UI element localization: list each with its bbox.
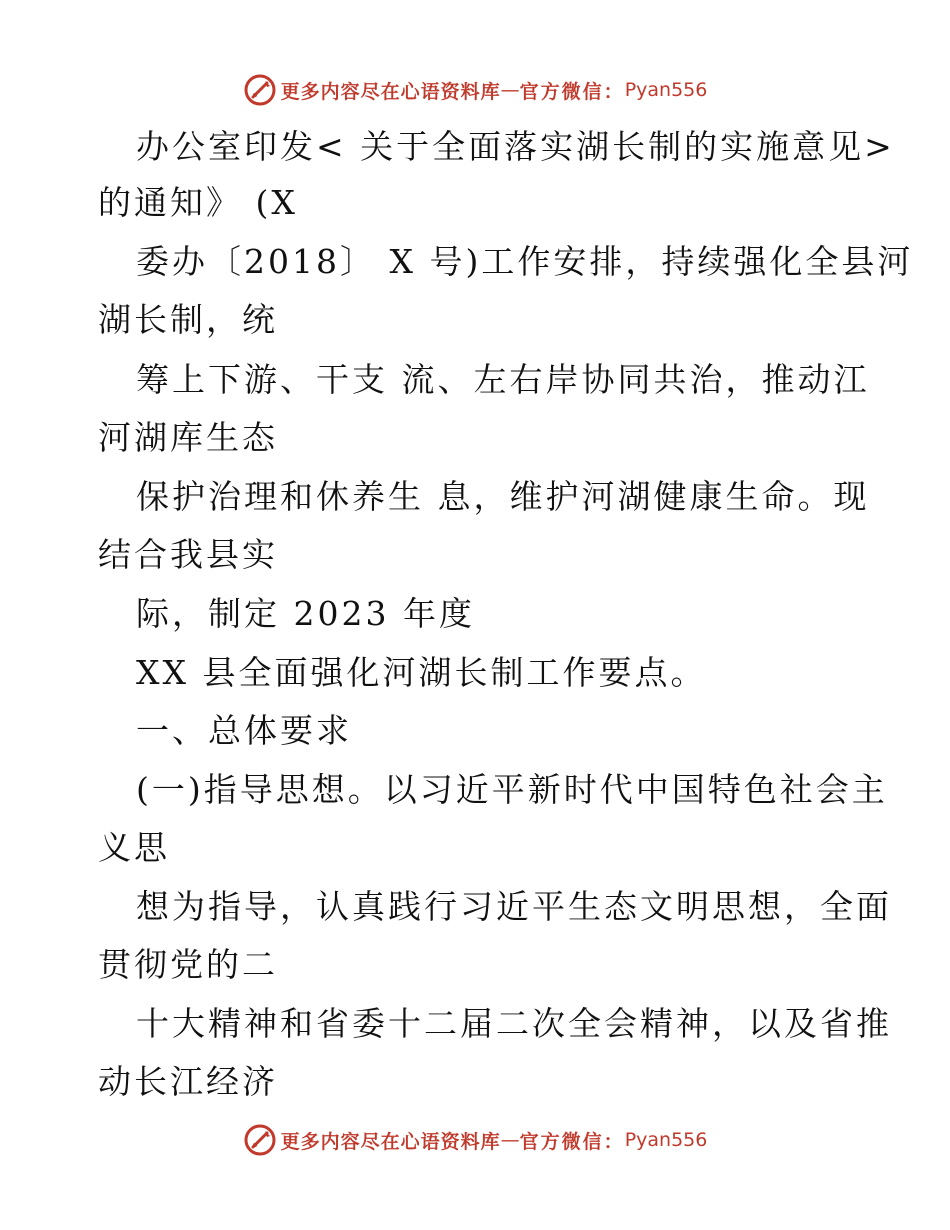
body-line: 河湖库生态 bbox=[98, 418, 278, 457]
banner-official-label: 官方微信： bbox=[519, 80, 625, 103]
header-banner bbox=[0, 70, 950, 110]
banner-separator: — bbox=[500, 1129, 520, 1151]
body-line: 筹上下游、干支 流、左右岸协同共治，推动江 bbox=[136, 360, 870, 399]
banner-wechat-id: Pyan556 bbox=[624, 1129, 708, 1151]
body-line: 十大精神和省委十二届二次全会精神，以及省推 bbox=[136, 1004, 892, 1043]
body-line: 贯彻党的二 bbox=[98, 945, 278, 984]
body-line: 办公室印发< 关于全面落实湖长制的实施意见> bbox=[136, 127, 895, 166]
banner-separator: — bbox=[500, 79, 520, 101]
body-line: 的通知》 (X bbox=[98, 183, 298, 222]
body-line: 委办〔2018〕 X 号)工作安排，持续强化全县河 bbox=[136, 242, 914, 281]
brand-logo-icon bbox=[243, 73, 277, 107]
body-line: (一)指导思想。以习近平新时代中国特色社会主 bbox=[136, 770, 888, 809]
body-line: 一、总体要求 bbox=[136, 711, 352, 750]
body-line: 动长江经济 bbox=[98, 1062, 278, 1101]
footer-banner bbox=[0, 1120, 950, 1160]
banner-brand-text: 更多内容尽在心语资料库 bbox=[280, 80, 501, 103]
banner-wechat-id: Pyan556 bbox=[624, 79, 708, 101]
banner-brand-text: 更多内容尽在心语资料库 bbox=[280, 1130, 501, 1153]
brand-logo-icon bbox=[243, 1123, 277, 1157]
body-line: 想为指导，认真践行习近平生态文明思想，全面 bbox=[136, 887, 892, 926]
body-line: 义思 bbox=[98, 828, 170, 867]
body-line: 际，制定 2023 年度 bbox=[136, 594, 475, 633]
body-line: XX 县全面强化河湖长制工作要点。 bbox=[136, 653, 707, 692]
body-line: 结合我县实 bbox=[98, 535, 278, 574]
body-line: 湖长制，统 bbox=[98, 300, 278, 339]
banner-official-label: 官方微信： bbox=[519, 1130, 625, 1153]
body-line: 保护治理和休养生 息，维护河湖健康生命。现 bbox=[136, 477, 870, 516]
